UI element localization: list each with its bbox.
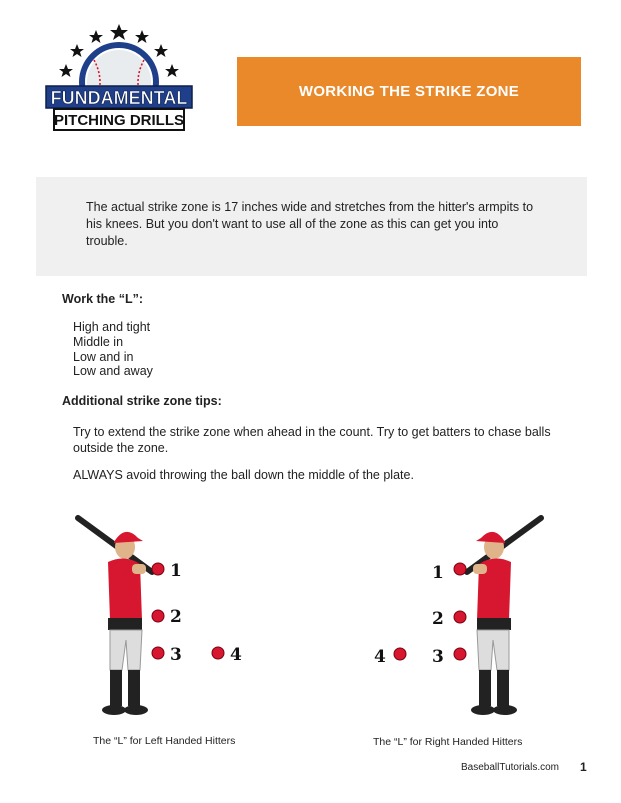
pitch-number: 1 <box>170 561 182 581</box>
list-item: Low and away <box>73 364 153 379</box>
pitch-number: 2 <box>170 607 182 627</box>
logo-line1: FUNDAMENTAL <box>50 88 188 108</box>
pitch-location-1 <box>152 563 164 575</box>
pitch-location-4 <box>212 647 224 659</box>
list-item: High and tight <box>73 320 151 334</box>
section-heading-work-the-l: Work the “L”: <box>62 292 144 306</box>
pitch-location-2 <box>454 611 466 623</box>
batter-illustration <box>78 518 152 715</box>
intro-text: The actual strike zone is 17 inches wide and stretches from the hitter's armpits to his knees. But you don't want to use all of the zone as this can get you into trouble. <box>86 200 534 248</box>
logo-line2: PITCHING DRILLS <box>54 112 184 129</box>
pitch-location-2 <box>152 610 164 622</box>
batter-illustration <box>467 518 541 715</box>
pitch-location-4 <box>394 648 406 660</box>
pitch-location-3 <box>152 647 164 659</box>
pitch-location-1 <box>454 563 466 575</box>
logo <box>44 22 194 144</box>
l-list <box>73 320 153 379</box>
pitch-number: 3 <box>170 645 182 665</box>
right-figure-caption: The “L” for Right Handed Hitters <box>373 736 523 748</box>
title-banner <box>237 57 581 126</box>
tip-paragraph: ALWAYS avoid throwing the ball down the middle of the plate. <box>73 468 414 482</box>
pitch-number: 4 <box>230 645 242 665</box>
page-title: WORKING THE STRIKE ZONE <box>298 83 520 100</box>
page-number: 1 <box>580 760 587 774</box>
left-hitter-figure <box>70 510 260 725</box>
right-hitter-figure <box>365 510 555 725</box>
footer-site: BaseballTutorials.com <box>461 762 560 773</box>
pitch-number: 3 <box>432 647 444 667</box>
pitch-location-3 <box>454 648 466 660</box>
list-item: Middle in <box>73 334 124 349</box>
list-item: Low and in <box>73 349 134 364</box>
section-heading-tips: Additional strike zone tips: <box>62 394 222 408</box>
pitch-number: 1 <box>432 563 444 583</box>
left-figure-caption: The “L” for Left Handed Hitters <box>93 735 236 747</box>
tip-paragraph: Try to extend the strike zone when ahead in the count. Try to get batters to chase balls outside the zone. <box>73 425 551 455</box>
intro-box <box>36 177 587 276</box>
pitch-number: 4 <box>374 647 386 667</box>
pitch-number: 2 <box>432 609 444 629</box>
